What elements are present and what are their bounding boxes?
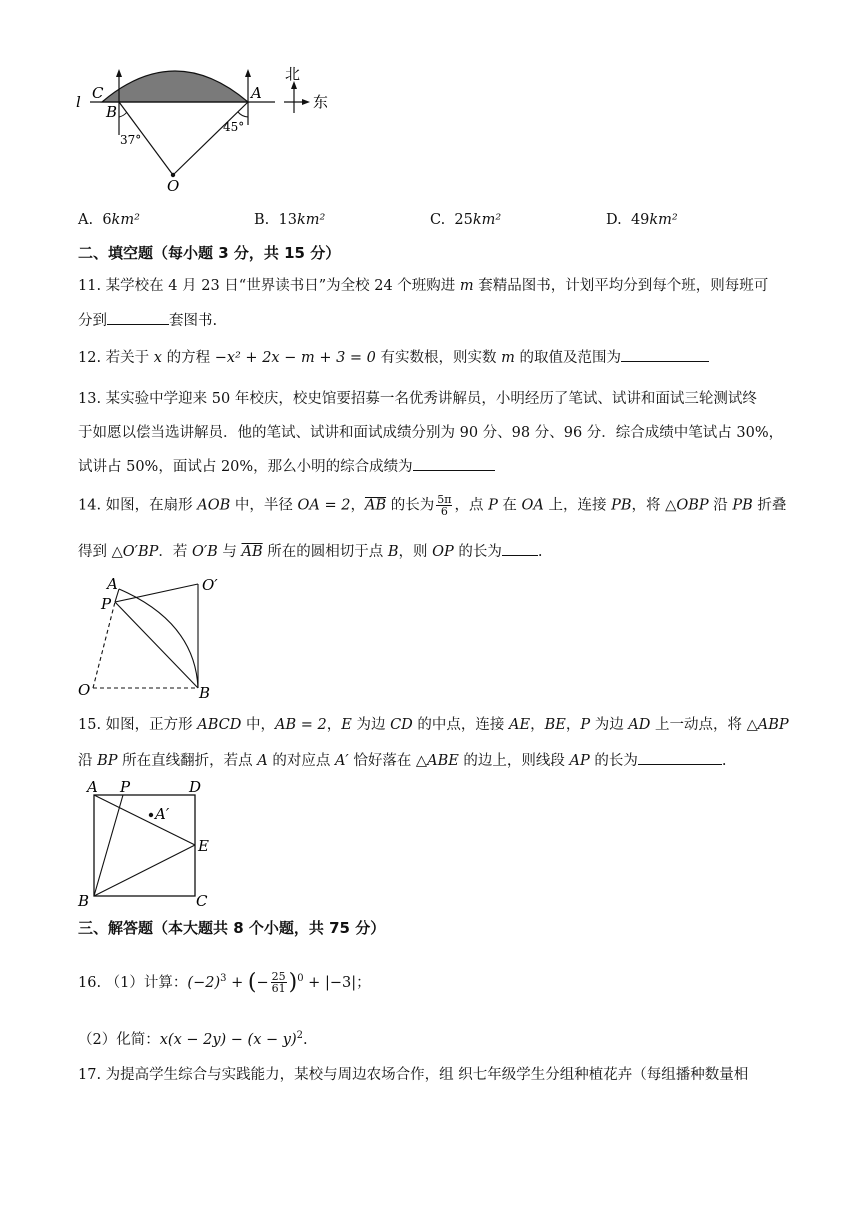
svg-text:A: A [107,575,118,593]
label-a: A [251,84,262,102]
option-c: C. 25km² [430,212,502,228]
q13-line1: 13. 某实验中学迎来 50 年校庆，校史馆要招募一名优秀讲解员，小明经历了笔试、试讲和面试三轮测试终 [78,391,757,407]
label-45: 45° [223,120,245,134]
q13-blank[interactable] [413,456,495,471]
svg-text:C: C [196,892,208,908]
option-b: B. 13km² [254,212,326,228]
svg-text:O′: O′ [202,576,218,594]
svg-text:B: B [199,684,211,702]
q16-part1: 16. （1）计算：$(-2)^3$ + (− $\frac{25}{61}$ )$^0$ + |−3|； [78,969,371,996]
label-c: C [92,84,104,102]
label-east: 东 [313,93,329,111]
svg-text:D: D [189,778,202,796]
svg-text:O: O [78,681,91,699]
q15-blank[interactable] [638,750,722,765]
svg-text:B: B [78,892,90,908]
q11-line1: 11. 某学校在 4 月 23 日“世界读书日”为全校 24 个班购进 m 套精品图书，计划平均分到每个班，则每班可 [78,278,769,294]
option-a: A. 6km² [78,212,140,228]
option-d: D. 49km² [606,212,678,228]
q13-line2: 于如愿以偿当选讲解员．他的笔试、试讲和面试成绩分别为 90 分、98 分、96 分．综合成绩中笔试占 30%， [78,425,784,441]
q13-line3: 试讲占 50%，面试占 20%，那么小明的综合成绩为 [78,456,495,477]
section-2-title: 二、填空题（每小题 3 分，共 15 分） [78,244,341,262]
shaded-region [102,71,248,102]
q15-line2: 沿 BP 所在直线翻折，若点 A 的对应点 A′ 恰好落在 △ABE 的边上，则线段 AP 的长为 . [78,750,726,771]
label-north: 北 [285,65,301,83]
q11-line2: 分到 套图书. [78,310,217,331]
label-37: 37° [120,133,142,147]
q12-line: 12. 若关于 x 的方程 −x² + 2x − m + 3 = 0 有实数根，则实数 m 的取值及范围为 [78,347,709,368]
q11-blank[interactable] [107,310,169,325]
q16-part2: （2）化简：$x(x - 2y) - (x - y)^2$. [78,1030,308,1048]
figure-sector-map [70,65,350,200]
figure-q14 [75,572,235,702]
q12-blank[interactable] [621,347,709,362]
label-o: O [167,177,180,195]
figure-q15 [75,778,225,908]
label-b: B [106,103,118,121]
svg-text:P: P [101,595,112,613]
q14-line1: 14. 如图，在扇形 AOB 中，半径 OA = 2，$\overline{AB}$ 的长为 $\frac{5\pi}{6}$ ，点 P 在 OA 上，连接 PB，将 △OBP 沿 PB 折叠 [78,493,787,518]
q14-blank[interactable] [502,541,538,556]
svg-text:A′: A′ [155,805,170,823]
svg-text:P: P [120,778,131,796]
svg-text:E: E [198,837,209,855]
segment-ao [173,102,248,175]
q15-line1: 15. 如图，正方形 ABCD 中，AB = 2，E 为边 CD 的中点，连接 AE，BE，P 为边 AD 上一动点，将 △ABP [78,717,789,733]
section-3-title: 三、解答题（本大题共 8 个小题，共 75 分） [78,919,386,937]
q14-line2: 得到 △O′BP．若 O′B 与 $\overline{AB}$ 所在的圆相切于点 B，则 OP 的长为 . [78,541,543,562]
svg-text:A: A [87,778,98,796]
label-l: l [76,93,81,111]
q17-line1: 17. 为提高学生综合与实践能力，某校与周边农场合作，组 织七年级学生分组种植花卉（每组播种数量相 [78,1067,749,1083]
